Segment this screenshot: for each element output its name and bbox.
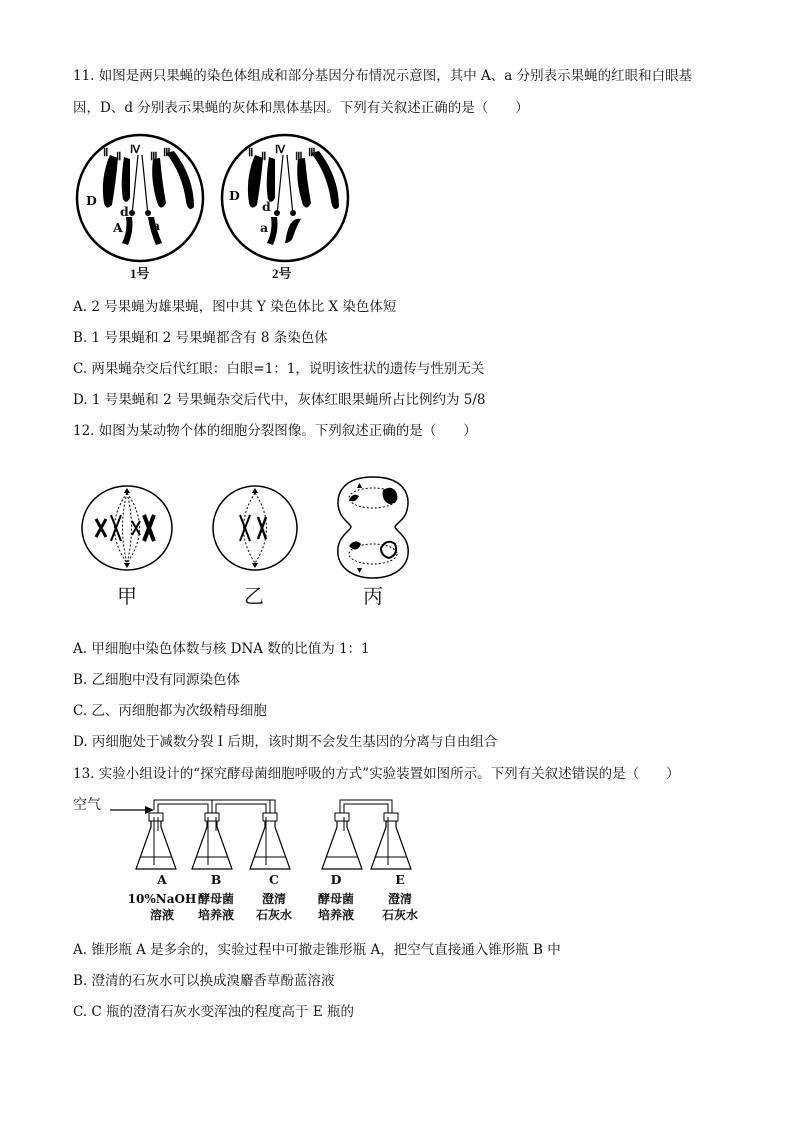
q12-option-b: B. 乙细胞中没有同源染色体 <box>73 672 241 688</box>
fly1-gene-d: d <box>120 204 129 219</box>
cell-yi-caption: 乙 <box>244 584 264 608</box>
cell-jia-caption: 甲 <box>117 584 137 608</box>
air-label: 空气 <box>73 797 101 813</box>
cell-jia-diagram <box>80 483 175 573</box>
q12-stem: 12. 如图为某动物个体的细胞分裂图像。下列叙述正确的是（ ） <box>73 423 477 439</box>
q11-stem-line2: 因，D、d 分别表示果蝇的灰体和黑体基因。下列有关叙述正确的是（ ） <box>73 100 529 116</box>
flask-c-letter: C <box>269 872 279 887</box>
yeast-respiration-apparatus <box>110 795 440 875</box>
flask-e-letter: E <box>395 872 405 887</box>
cell-bing-diagram <box>333 474 413 580</box>
fly1-label-II-left: Ⅱ <box>103 147 109 159</box>
fly1-gene-a: a <box>152 218 161 233</box>
q13-stem: 13. 实验小组设计的“探究酵母菌细胞呼吸的方式”实验装置如图所示。下列有关叙述错误的是（ ） <box>73 766 680 782</box>
q13-option-c: C. C 瓶的澄清石灰水变浑浊的程度高于 E 瓶的 <box>73 1004 354 1020</box>
flask-d-label-line1: 酵母菌 <box>317 892 354 906</box>
q11-option-b: B. 1 号果蝇和 2 号果蝇都含有 8 条染色体 <box>73 330 328 346</box>
fly2-caption: 2号 <box>272 266 292 281</box>
q13-option-a: A. 锥形瓶 A 是多余的，实验过程中可撤走锥形瓶 A，把空气直接通入锥形瓶 B 中 <box>73 942 561 958</box>
flask-a-label-line2: 溶液 <box>149 908 174 922</box>
q11-stem-line1: 11. 如图是两只果蝇的染色体组成和部分基因分布情况示意图，其中 A、a 分别表示果蝇的红眼和白眼基 <box>73 68 693 84</box>
cell-yi-diagram <box>210 483 300 573</box>
fly2-label-IV: Ⅳ <box>275 144 286 156</box>
flask-e-label-line1: 澄清 <box>387 892 412 906</box>
flask-b-letter: B <box>210 872 222 887</box>
fly1-label-III-left: Ⅲ <box>150 151 158 163</box>
q12-option-c: C. 乙、丙细胞都为次级精母细胞 <box>73 703 267 719</box>
flask-c-label-line2: 石灰水 <box>255 908 292 922</box>
flask-d-label-line2: 培养液 <box>317 908 354 922</box>
fly1-gene-A: A <box>113 220 123 235</box>
fly2-gene-a: a <box>260 220 269 235</box>
fly2-label-II-right: Ⅱ <box>261 151 267 163</box>
fly2-gene-d: d <box>262 199 271 214</box>
q12-option-a: A. 甲细胞中染色体数与核 DNA 数的比值为 1：1 <box>73 641 370 657</box>
flask-b-label-line2: 培养液 <box>197 908 234 922</box>
fly2-label-III-left: Ⅲ <box>295 151 303 163</box>
q11-option-a: A. 2 号果蝇为雄果蝇，图中其 Y 染色体比 X 染色体短 <box>73 299 397 315</box>
flask-a-label-line1: 10%NaOH <box>127 892 197 906</box>
q12-option-d: D. 丙细胞处于减数分裂 I 后期，该时期不会发生基因的分离与自由组合 <box>73 734 498 750</box>
cell-bing-caption: 丙 <box>363 584 383 608</box>
q11-option-c: C. 两果蝇杂交后代红眼：白眼=1：1，说明该性状的遗传与性别无关 <box>73 361 485 377</box>
q13-option-b: B. 澄清的石灰水可以换成溴麝香草酚蓝溶液 <box>73 973 335 989</box>
fly1-gene-D: D <box>86 193 97 208</box>
fly1-label-IV: Ⅳ <box>130 144 141 156</box>
q11-option-d: D. 1 号果蝇和 2 号果蝇杂交后代中，灰体红眼果蝇所占比例约为 5/8 <box>73 392 486 408</box>
fly1-label-II-right: Ⅱ <box>116 151 122 163</box>
fly2-label-II-left: Ⅱ <box>248 147 254 159</box>
flask-b-label-line1: 酵母菌 <box>197 892 234 906</box>
fly2-gene-D: D <box>229 188 240 203</box>
flask-a-letter: A <box>157 872 167 887</box>
fly1-caption: 1号 <box>130 266 150 281</box>
fly2-label-III-right: Ⅲ <box>308 147 316 159</box>
flask-c-label-line1: 澄清 <box>261 892 286 906</box>
fly1-label-III-right: Ⅲ <box>163 147 171 159</box>
flask-e-label-line2: 石灰水 <box>381 908 418 922</box>
flask-d-letter: D <box>330 872 342 887</box>
